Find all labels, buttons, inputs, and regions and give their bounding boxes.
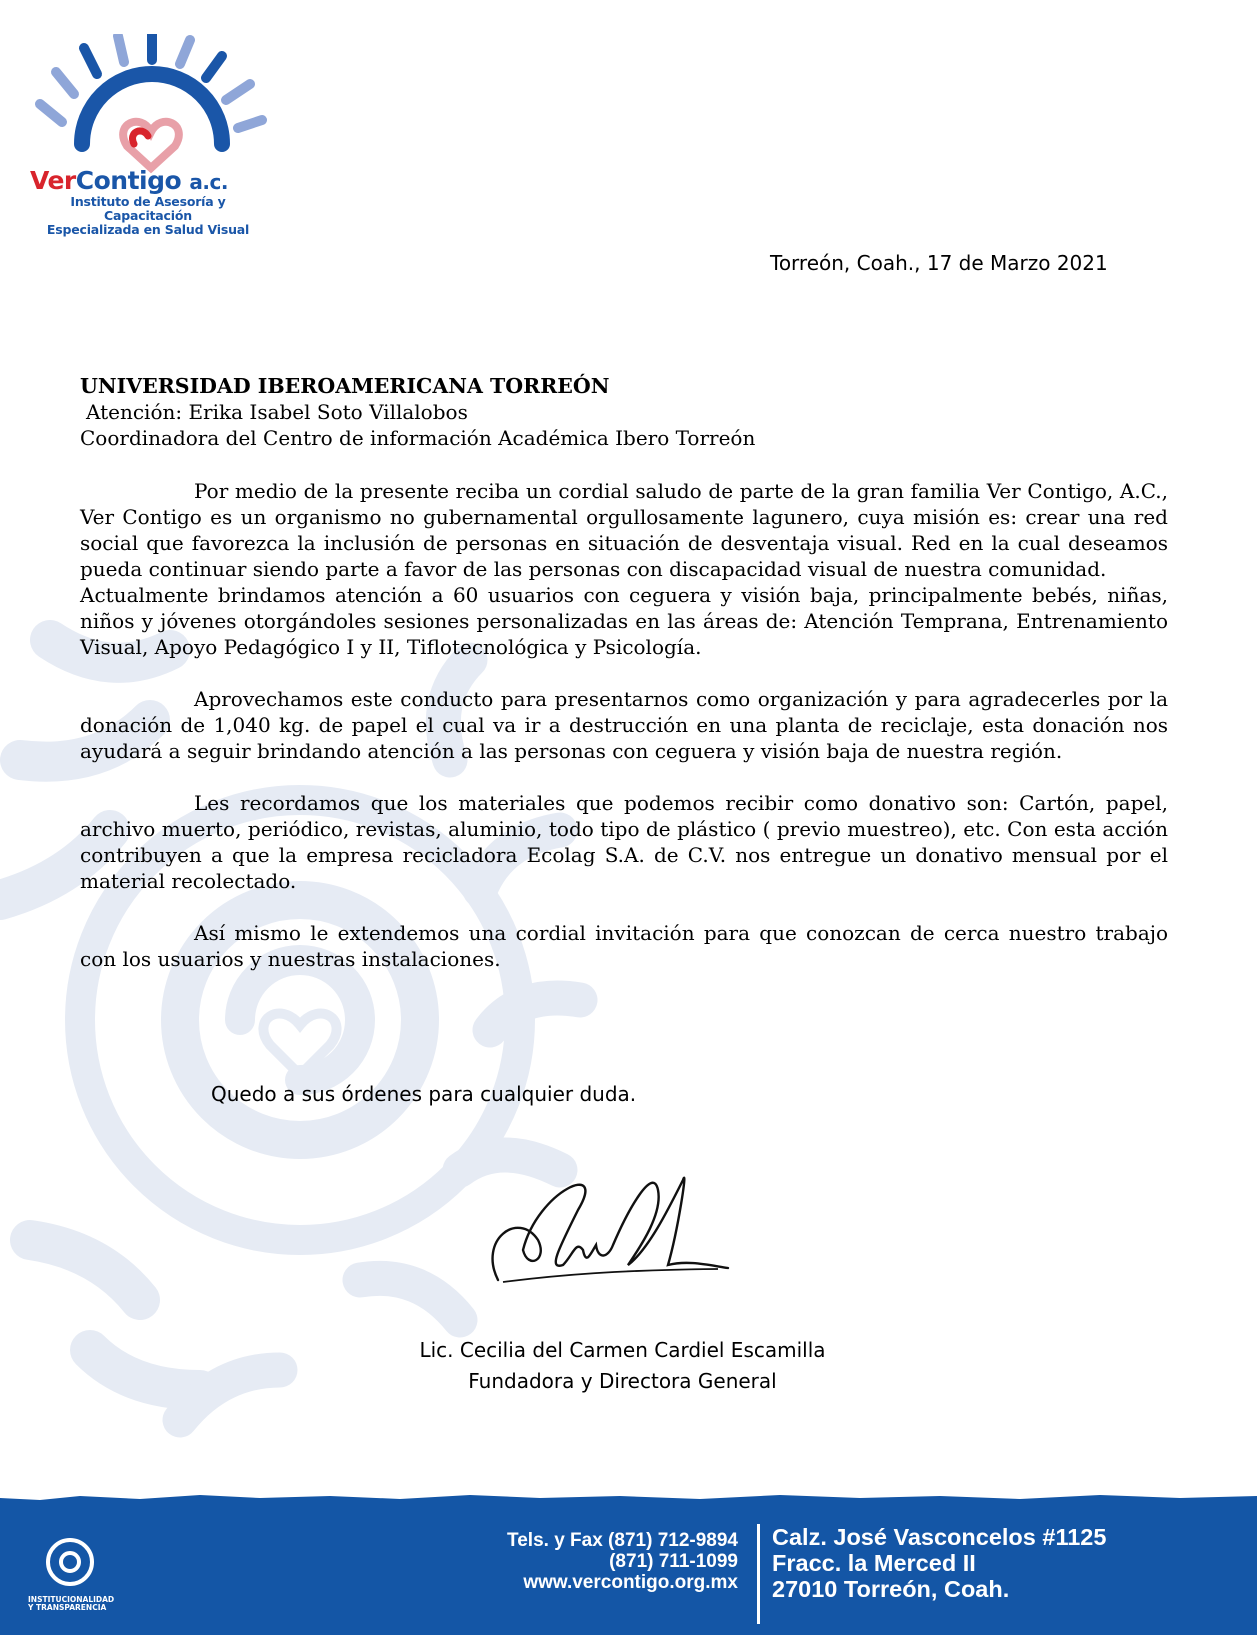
signer-name: Lic. Cecilia del Carmen Cardiel Escamilla — [419, 1338, 826, 1362]
brand-ac: a.c. — [189, 170, 228, 194]
signer-title: Fundadora y Directora General — [468, 1369, 777, 1393]
transparency-badge-text — [28, 1596, 118, 1612]
footer-phone-1: Tels. y Fax (871) 712-9894 — [507, 1530, 738, 1551]
brand-ver: Ver — [30, 166, 76, 195]
address-line-1: Calz. José Vasconcelos #1125 — [772, 1524, 1107, 1550]
footer-divider — [757, 1524, 760, 1624]
footer-phone-2: (871) 711-1099 — [609, 1551, 738, 1572]
address-line-2: Fracc. la Merced II — [772, 1550, 976, 1576]
footer — [0, 1504, 1257, 1635]
brand-name — [30, 168, 290, 195]
badge-line-1: INSTITUCIONALIDAD — [28, 1595, 115, 1604]
letter-body — [80, 478, 1168, 998]
handwritten-signature — [478, 1170, 738, 1295]
recipient-attention: Atención: Erika Isabel Soto Villalobos — [86, 400, 468, 424]
body-paragraph-1b: Actualmente brindamos atención a 60 usuarios con ceguera y visión baja, principalmente bebés, niñas, niños y jóvenes otorgándoles sesiones personalizadas en las áreas de: Atención Temprana, Entrenamiento Visual, Apoyo Pedagógico I y II, Tiflotecnológica y Psicología. — [80, 583, 1168, 659]
footer-address — [772, 1524, 1106, 1602]
body-paragraph-3: Les recordamos que los materiales que podemos recibir como donativo son: Cartón, papel, archivo muerto, periódico, revistas, aluminio, todo tipo de plástico ( previo muestreo), etc. Con esta acción contribuyen a que la empresa recicladora Ecolag S.A. de C.V. nos entregue un donativo mensual por el material recolectado. — [80, 791, 1168, 893]
closing-line: Quedo a sus órdenes para cualquier duda. — [211, 1082, 637, 1106]
body-paragraph-2: Aprovechamos este conducto para presentarnos como organización y para agradecerles por la donación de 1,040 kg. de papel el cual va ir a destrucción en una planta de reciclaje, esta donación nos ayudará a seguir brindando atención a las personas con ceguera y visión baja de nuestra región. — [80, 687, 1168, 763]
recipient-organization: UNIVERSIDAD IBEROAMERICANA TORREÓN — [80, 374, 610, 398]
brand-contigo: Contigo — [75, 166, 182, 195]
body-paragraph-4: Así mismo le extendemos una cordial invitación para que conozcan de cerca nuestro trabajo con los usuarios y nuestras instalaciones. — [80, 921, 1168, 971]
signer-block — [400, 1335, 845, 1397]
recipient-block — [80, 373, 1168, 451]
brand-tagline-1: Instituto de Asesoría y Capacitación — [70, 194, 226, 223]
footer-website[interactable]: www.vercontigo.org.mx — [523, 1572, 738, 1593]
brand-wordmark — [30, 168, 290, 237]
brand-tagline-2: Especializada en Salud Visual — [46, 222, 250, 237]
transparency-spiral-icon — [42, 1534, 98, 1590]
address-line-3: 27010 Torreón, Coah. — [772, 1576, 1010, 1602]
recipient-position: Coordinadora del Centro de información Académica Ibero Torreón — [80, 426, 756, 450]
letter-date: Torreón, Coah., 17 de Marzo 2021 — [770, 251, 1108, 275]
footer-contact — [440, 1530, 738, 1593]
body-paragraph-1: Por medio de la presente reciba un cordial saludo de parte de la gran familia Ver Contigo, A.C., Ver Contigo es un organismo no gubernamental orgullosamente lagunero, cuya misión es: crear una red social que favorezca la inclusión de personas en situación de desventaja visual. Red en la cual deseamos pueda continuar siendo parte a favor de las personas con discapacidad visual de nuestra comunidad. — [80, 479, 1168, 581]
badge-line-2: Y TRANSPARENCIA — [28, 1603, 107, 1612]
